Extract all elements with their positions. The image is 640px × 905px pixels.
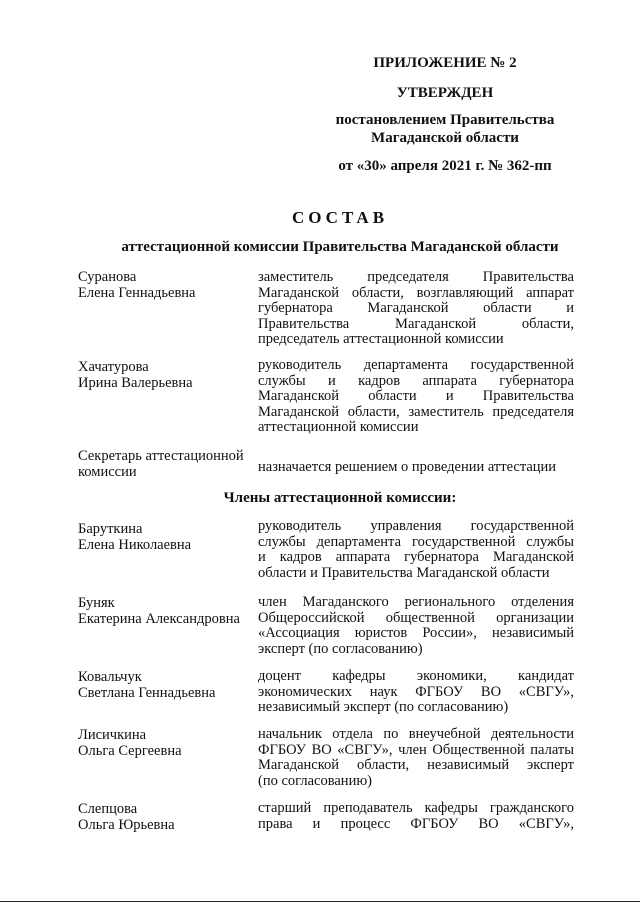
member-surname: Хачатурова <box>78 359 149 375</box>
role-line: председатель аттестационной комиссии <box>258 331 504 347</box>
member-name <box>78 670 253 701</box>
role-line: независимый эксперт (по согласованию) <box>258 699 509 715</box>
approved-by-line-2: Магаданской области <box>371 130 519 146</box>
member-name <box>78 728 253 759</box>
role-line: губернатора Магаданской области и <box>258 300 574 316</box>
role-line: области и Правительства Магаданской области <box>258 564 550 581</box>
role-line: (по согласованию) <box>258 772 372 789</box>
member-surname: Лисичкина <box>78 727 147 743</box>
member-surname: Баруткина <box>78 521 143 537</box>
section-label: Члены аттестационной комиссии: <box>223 490 457 506</box>
role-line: Общероссийской общественной организации <box>258 609 574 626</box>
member-given-names: Светлана Геннадьевна <box>78 684 216 701</box>
role-line: Магаданской области, заместитель председателя <box>258 403 574 420</box>
member-name <box>78 596 253 627</box>
role-line: руководитель департамента государственной <box>258 357 574 373</box>
role-line: старший преподаватель кафедры гражданского <box>258 800 574 816</box>
member-name <box>78 270 253 301</box>
member-given-names: Екатерина Александровна <box>78 610 240 627</box>
role-line: назначается решением о проведении аттестации <box>258 459 557 475</box>
member-given-names: Ольга Сергеевна <box>78 742 182 759</box>
member-role <box>258 595 574 657</box>
member-name <box>78 449 253 480</box>
role-line: экономических наук ФГБОУ ВО «СВГУ», <box>258 683 574 700</box>
member-role <box>258 358 574 436</box>
member-role <box>258 801 574 832</box>
role-line: эксперт (по согласованию) <box>258 640 423 657</box>
role-line: руководитель управления государственной <box>258 518 574 534</box>
scan-edge-line <box>0 901 640 902</box>
appendix-number: ПРИЛОЖЕНИЕ № 2 <box>373 55 517 71</box>
document-subtitle: аттестационной комиссии Правительства Магаданской области <box>121 239 559 255</box>
member-given-names: Елена Геннадьевна <box>78 284 196 301</box>
role-line: права и процесс ФГБОУ ВО «СВГУ», <box>258 815 574 832</box>
approved-label: УТВЕРЖДЕН <box>396 85 494 101</box>
approved-by-line-1: постановлением Правительства <box>335 112 555 128</box>
role-line: Магаданской области, возглавляющий аппарат <box>258 284 574 301</box>
member-given-names: Ирина Валерьевна <box>78 374 193 391</box>
member-name <box>78 360 253 391</box>
role-line: Магаданской области и Правительства <box>258 388 574 404</box>
role-line: доцент кафедры экономики, кандидат <box>258 668 574 684</box>
role-line: член Магаданского регионального отделения <box>258 594 574 610</box>
role-line: Правительства Магаданской области, <box>258 315 574 332</box>
member-given-names: Елена Николаевна <box>78 536 192 553</box>
role-line: службы и кадров аппарата губернатора <box>258 372 574 389</box>
member-surname: Ковальчук <box>78 669 142 685</box>
member-surname: Буняк <box>78 595 115 611</box>
member-role <box>258 460 574 476</box>
member-role <box>258 519 574 581</box>
member-role <box>258 727 574 789</box>
member-surname: Суранова <box>78 269 137 285</box>
member-given-names: Ольга Юрьевна <box>78 816 175 833</box>
member-surname: Слепцова <box>78 801 138 817</box>
resolution-date: от «30» апреля 2021 г. № 362-пп <box>338 158 552 174</box>
member-role <box>258 270 574 348</box>
role-line: заместитель председателя Правительства <box>258 269 574 285</box>
document-title: СОСТАВ <box>291 208 389 227</box>
section-heading <box>60 490 620 507</box>
secretary-label-line-2: комиссии <box>78 463 137 480</box>
role-line: и кадров аппарата губернатора Магаданской <box>258 549 574 565</box>
member-role <box>258 669 574 716</box>
member-name <box>78 522 253 553</box>
member-name <box>78 802 253 833</box>
role-line: аттестационной комиссии <box>258 419 419 435</box>
secretary-label-line-1: Секретарь аттестационной <box>78 448 244 464</box>
role-line: ФГБОУ ВО «СВГУ», член Общественной палаты <box>258 741 574 758</box>
role-line: начальник отдела по внеучебной деятельности <box>258 726 574 742</box>
role-line: службы департамента государственной службы <box>258 533 574 550</box>
role-line: Магаданской области, независимый эксперт <box>258 757 574 773</box>
role-line: «Ассоциация юристов России», независимый <box>258 625 574 641</box>
